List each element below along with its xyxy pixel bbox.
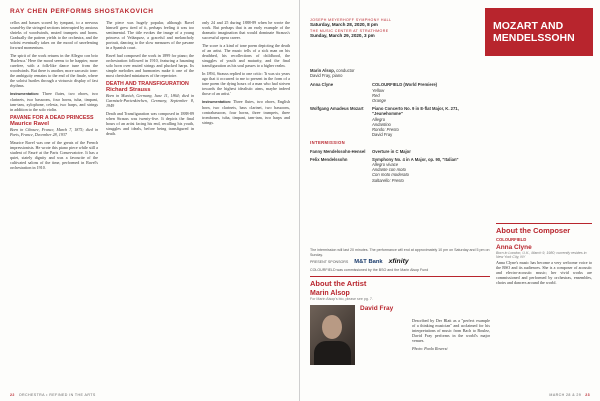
program-composer: Anna Clyne	[310, 82, 334, 88]
about-composer-section	[496, 223, 592, 259]
paragraph: cellos and basses scored by tympani, to a nervous sound-by the stringed sections interrupted by anxious shrieks of woodwinds, muted trumpets and horns. Gradually the pattern yields to the orchestra, and the soloist eventually takes on the mood of unrelenting forward momentum.	[10, 20, 98, 50]
instrumentation-label: Instrumentation:	[202, 100, 232, 104]
program-work: Overture in C Major	[372, 148, 411, 154]
page-footer	[10, 393, 96, 397]
instrumentation-note	[10, 91, 98, 112]
artist-name: Marin Alsop	[310, 290, 350, 297]
paragraph: Ravel had composed the work in 1899 for piano; the orchestration followed in 1910, featuring a haunting solo horn over muted strings and plucked harps. Its simple melodies and harmonies make it one of the most cherished miniatures of the repertoire.	[106, 53, 194, 78]
sponsor-logos	[310, 260, 490, 265]
movement: Andante con moto	[372, 167, 406, 173]
instrumentation-note	[202, 99, 290, 125]
concert-dates	[310, 18, 480, 40]
date-2: Sunday, March 29, 2020, 3 pm	[310, 33, 375, 38]
paragraph: only 24 and 25 during 1888-89 when he wrote the work. But perhaps that is an early example of the dramatic imagination that would dominate Strauss's successful opera career.	[202, 20, 290, 40]
runtime-note: The intermission will last 20 minutes. The performance will end at approximately 10 pm on Saturday and 5 pm on Sunday.	[310, 248, 490, 257]
sponsor-label: PRESENT SPONSORS	[310, 260, 349, 265]
program-work: Symphony No. 4 in A Major, op. 90, "Italian"	[372, 156, 459, 162]
soloist-caption	[360, 305, 405, 312]
instrumentation-label: Instrumentation:	[10, 92, 40, 96]
program-listing	[310, 68, 490, 183]
composer-dates: Born in Ciboure, France, March 7, 1875; died in Paris, France, December 28, 1937	[10, 127, 98, 137]
about-artist-section	[310, 276, 490, 301]
right-page	[300, 0, 600, 401]
running-header: RAY CHEN PERFORMS SHOSTAKOVICH	[10, 8, 154, 15]
paragraph: The spirit of the work returns in the Allegro con brio 'Burlesca.' Here the mood seems to be happier, more carefree, with a folk-like dance tune from the woodwinds. But there is another, more sarcastic tone: the ambiguity remains to the end of the finale, where the soloist hurtles through a virtuosic display of fast rhythms.	[10, 53, 98, 88]
paragraph: Death and Transfiguration was composed in 1888-89 when Strauss was twenty-five. It depicts the final hours of an artist facing his end, recalling his youth, struggles and ideals, before being transfigured in death.	[106, 111, 194, 136]
soloist-bio	[412, 318, 490, 384]
movement: Yellow	[372, 87, 385, 93]
program-item	[310, 149, 490, 154]
movement: Allegro vivace	[372, 162, 399, 168]
portrait-body	[314, 341, 351, 365]
concert-title-block	[300, 0, 600, 64]
movement: Andantino	[372, 121, 391, 127]
composer-dates: Born in London, U.K., March 9, 1980; currently resides in New York City, NY	[496, 251, 587, 259]
article-column-2	[106, 20, 194, 390]
date-1: Saturday, March 28, 2020, 8 pm	[310, 22, 378, 27]
section-heading: DEATH AND TRANSFIGURATION	[106, 81, 189, 87]
page-number: 22	[10, 393, 15, 397]
movement: Saltarello: Presto	[372, 177, 404, 183]
paragraph: In 1894, Strauss replied to one critic: 'It was six years ago that it occurred to me to present in the form of a tone poem the dying hours of a man who had striven towards the highest idealistic aims, maybe indeed those of an artist.'	[202, 71, 290, 96]
soloist: David Fray	[372, 132, 393, 138]
concert-title: MOZART AND MENDELSSOHN	[485, 8, 593, 56]
mt-bank-logo: M&T Bank	[354, 259, 383, 266]
composer-bio	[496, 260, 592, 384]
composer-dates: Born in Munich, Germany, June 11, 1864; died in Garmisch-Partenkirchen, Germany, September 8, 1949	[106, 93, 194, 108]
intermission-label: INTERMISSION	[310, 140, 346, 146]
venue-2: THE MUSIC CENTER AT STRATHMORE	[310, 29, 389, 33]
paragraph: Described by Der Blatt as a "perfect example of a thinking musician" and acclaimed for his interpretations of music from Bach to Boulez, David Fray performs in the world's major venues.	[412, 318, 490, 343]
soloist-line: David Fray, piano	[310, 73, 343, 79]
movement: Con moto moderato	[372, 172, 410, 178]
about-artist-heading: About the Artist	[310, 276, 490, 288]
composer-name: Anna Clyne	[496, 244, 532, 251]
paragraph: The score is a kind of tone poem depicting the death of an artist. The music tells of a sick man on his deathbed, his recollections of childhood, the struggles of youth and maturity, and the final transfiguration as his soul passes to a higher realm.	[202, 43, 290, 68]
page-footer	[549, 393, 590, 397]
soloist-name: David Fray	[360, 305, 394, 312]
article-column-1	[10, 20, 98, 390]
program-item	[310, 82, 490, 87]
composer-work-label: COLOURFIELD	[496, 237, 527, 242]
commission-note: COLOURFIELD was commissioned by the BSO and the Marin Alsop Fund	[310, 267, 429, 272]
program-work: COLOURFIELD (World Premiere)	[372, 82, 438, 88]
portrait-face	[322, 315, 342, 339]
program-work: Piano Concerto No. 9 in E-flat Major, K. 271, "Jeunehomme"	[372, 106, 459, 117]
composer-name: Richard Strauss	[106, 87, 151, 93]
movement: Orange	[372, 98, 386, 104]
photo-credit: Photo: Paolo Roversi	[412, 346, 448, 351]
movement: Red	[372, 92, 380, 98]
section-heading: PAVANE FOR A DEAD PRINCESS	[10, 115, 94, 121]
program-item	[310, 106, 490, 116]
page-number: 23	[585, 393, 590, 397]
instrumentation-text: Three flutes, two oboes, English horn, two clarinets, bass clarinet, two bassoons, contrabassoon, four horns, three trumpets, three trombones, tuba, timpani, tam-tam, two harps and strings.	[202, 99, 290, 125]
conductor-role: conductor	[336, 68, 355, 73]
footer-text: ORCHESTRA • REFINED IN THE ARTS	[18, 393, 96, 397]
paragraph: Anna Clyne's music has become a very welcome voice to the BSO and its audiences. She is a composer of acoustic and electro-acoustic music; her vivid works are commissioned and performed by orchestras, ensembles, choirs and dancers around the world.	[496, 260, 592, 285]
composer-name: Maurice Ravel	[10, 121, 49, 127]
venue-1: JOSEPH MEYERHOFF SYMPHONY HALL	[310, 18, 392, 22]
conductor-name: Marin Alsop,	[310, 68, 335, 73]
artist-bio-note: For Marin Alsop's bio, please see pg. 7.	[310, 297, 373, 301]
xfinity-logo: xfinity	[388, 258, 409, 266]
paragraph: The piece was hugely popular, although Ravel himself grew tired of it, perhaps feeling it was too sentimental. The title evokes the image of a young princess of Velázquez, a graceful and melancholy portrait, dancing to the slow measures of the pavane in a Spanish court.	[106, 20, 194, 50]
footer-text: MARCH 28 & 29	[549, 393, 582, 397]
program-composer: Fanny Mendelssohn-Hensel	[310, 148, 366, 154]
soloist-photo	[310, 305, 355, 365]
movement: Rondo: Presto	[372, 127, 399, 133]
movement: Allegro	[372, 116, 386, 122]
program-item	[310, 157, 490, 162]
sponsor-block	[310, 248, 490, 272]
about-composer-heading: About the Composer	[496, 223, 592, 235]
program-composer: Wolfgang Amadeus Mozart	[310, 106, 364, 112]
paragraph: Maurice Ravel was one of the greats of the French impressionists. He wrote this piano piece while still a student of Fauré at the Paris Conservatoire. It has a quiet, stately dignity and was a favourite of the cultivated salons of the time, performed in Ravel's orchestration in 1910.	[10, 140, 98, 170]
article-column-3	[202, 20, 290, 390]
instrumentation-text: Three flutes, two oboes, two clarinets, two bassoons, four horns, tuba, timpani, tam-tam, xylophone, celesta, two harps, and strings in addition to the solo violin.	[10, 91, 98, 112]
program-composer: Felix Mendelssohn	[310, 156, 348, 162]
